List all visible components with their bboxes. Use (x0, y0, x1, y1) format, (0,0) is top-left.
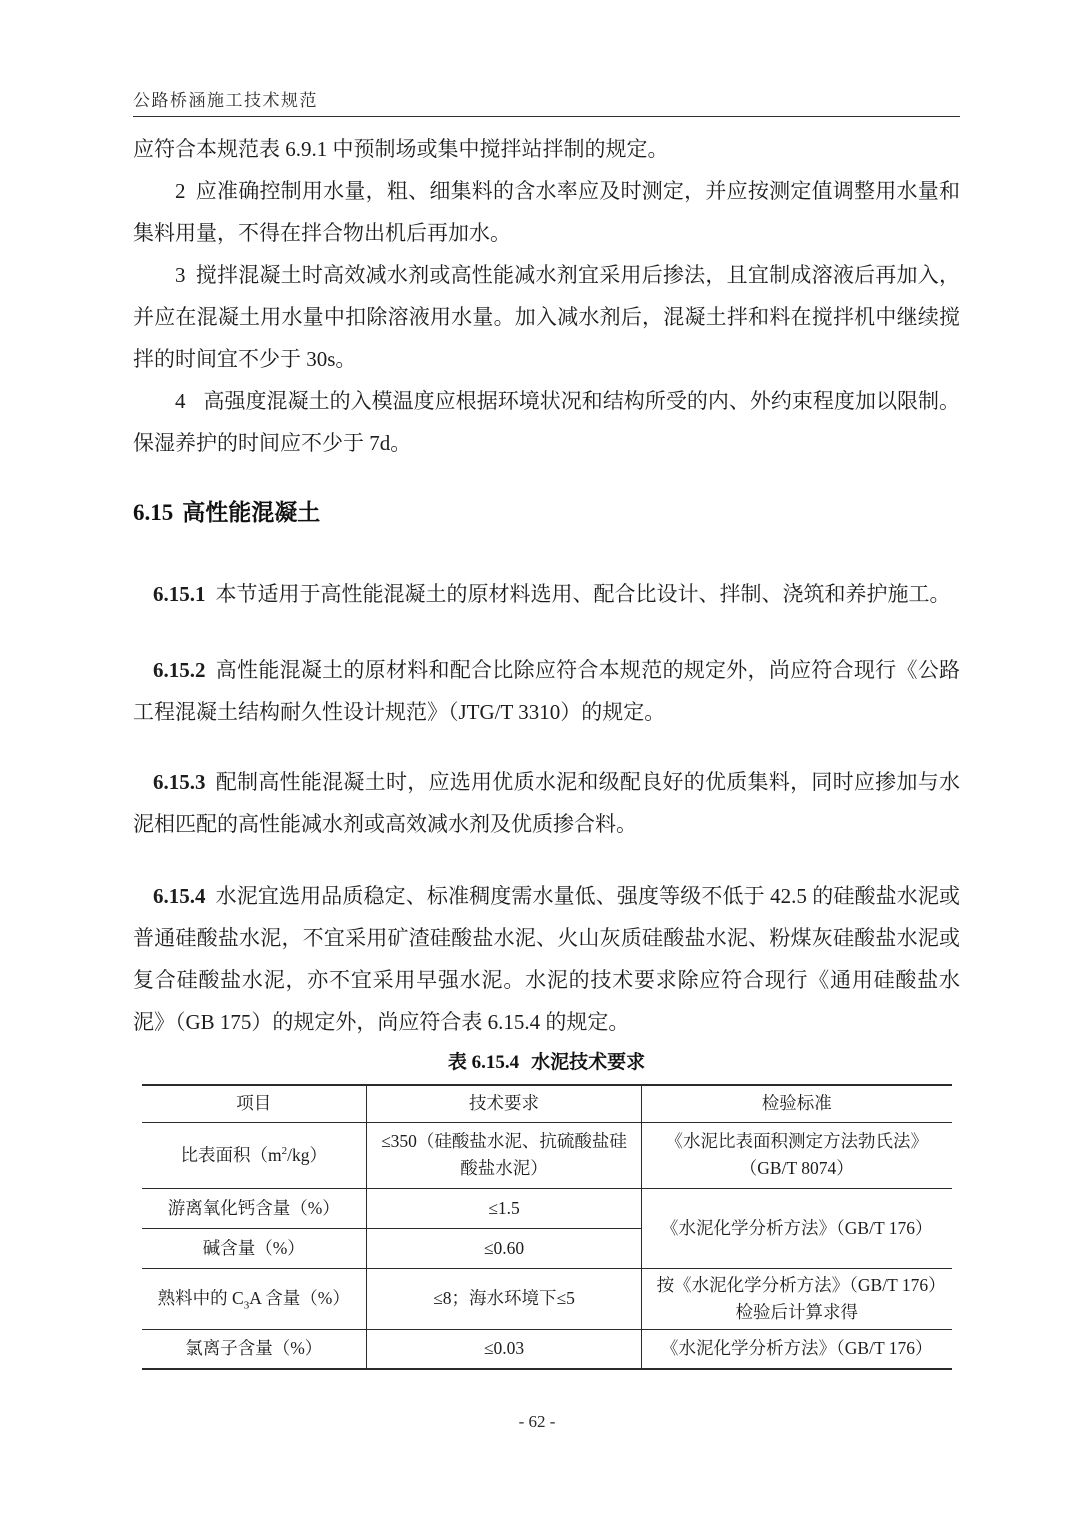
table-header-row (142, 1085, 952, 1122)
section-number: 6.15 (133, 500, 174, 525)
section-title: 高性能混凝土 (182, 499, 321, 525)
list-item-text: 高强度混凝土的入模温度应根据环境状况和结构所受的内、外约束程度加以限制。保湿养护的时间应不少于 7d。 (133, 389, 960, 455)
list-item-text: 搅拌混凝土时高效减水剂或高性能减水剂宜采用后掺法，且宜制成溶液后再加入，并应在混凝土用水量中扣除溶液用水量。加入减水剂后，混凝土拌和料在搅拌机中继续搅拌的时间宜不少于 30s。 (133, 263, 960, 371)
table-row (142, 1268, 952, 1329)
item-cell: 熟料中的 $C_3A$ 含量（%） (142, 1268, 367, 1329)
clause-text: 本节适用于高性能混凝土的原材料选用、配合比设计、拌制、浇筑和养护施工。 (215, 582, 951, 606)
cement-requirements-table (142, 1084, 952, 1370)
list-item-4 (133, 380, 960, 464)
list-item-number: 3 (175, 263, 186, 287)
requirement-cell: ≤0.03 (367, 1329, 642, 1369)
clause-text: 高性能混凝土的原材料和配合比除应符合本规范的规定外，尚应符合现行《公路工程混凝土结构耐久性设计规范》（JTG/T 3310）的规定。 (133, 658, 960, 724)
clause-text: 水泥宜选用品质稳定、标准稠度需水量低、强度等级不低于 42.5 的硅酸盐水泥或普通硅酸盐水泥，不宜采用矿渣硅酸盐水泥、火山灰质硅酸盐水泥、粉煤灰硅酸盐水泥或复合硅酸盐水泥，亦不宜采用早强水泥。水泥的技术要求除应符合现行《通用硅酸盐水泥》（GB 175）的规定外，尚应符合表 6.15.4 的规定。 (133, 884, 960, 1034)
table-row (142, 1122, 952, 1188)
subscript: 3 (243, 1299, 250, 1312)
list-item-2 (133, 170, 960, 254)
paragraph-text: 应符合本规范表 6.9.1 中预制场或集中搅拌站拌制的规定。 (133, 137, 669, 161)
superscript: 2 (281, 1144, 288, 1157)
table-caption (133, 1047, 960, 1074)
clause-6-15-1 (133, 573, 960, 615)
item-cell: 氯离子含量（%） (142, 1329, 367, 1369)
clause-6-15-3 (133, 761, 960, 845)
requirement-cell: ≤350（硅酸盐水泥、抗硫酸盐硅酸盐水泥） (367, 1122, 642, 1188)
clause-number: 6.15.4 (153, 884, 206, 908)
header-item: 项目 (142, 1085, 367, 1122)
list-item-number: 4 (175, 389, 186, 413)
table-caption-number: 表 6.15.4 (447, 1052, 520, 1073)
paragraph-continuation (133, 128, 960, 170)
item-cell: 比表面积$(m^2/kg)$ (142, 1122, 367, 1188)
header-requirement: 技术要求 (367, 1085, 642, 1122)
standard-cell-merged: 《水泥化学分析方法》（GB/T 176） (642, 1188, 952, 1268)
item-cell: 碱含量（%） (142, 1228, 367, 1268)
header-standard: 检验标准 (642, 1085, 952, 1122)
clause-number: 6.15.3 (153, 770, 206, 794)
running-header-title: 公路桥涵施工技术规范 (133, 91, 318, 110)
list-item-number: 2 (175, 179, 186, 203)
running-header (133, 86, 960, 117)
page-content (133, 128, 960, 1370)
requirement-cell: ≤8；海水环境下≤5 (367, 1268, 642, 1329)
table-row (142, 1188, 952, 1228)
section-heading (133, 494, 960, 527)
standard-cell: 《水泥比表面积测定方法勃氏法》（GB/T 8074） (642, 1122, 952, 1188)
standard-cell: 按《水泥化学分析方法》（GB/T 176）检验后计算求得 (642, 1268, 952, 1329)
requirement-cell: ≤0.60 (367, 1228, 642, 1268)
clause-6-15-2 (133, 649, 960, 733)
clause-text: 配制高性能混凝土时，应选用优质水泥和级配良好的优质集料，同时应掺加与水泥相匹配的高性能减水剂或高效减水剂及优质掺合料。 (133, 770, 960, 836)
item-cell: 游离氧化钙含量（%） (142, 1188, 367, 1228)
clause-number: 6.15.1 (153, 582, 206, 606)
page-number: - 62 - (518, 1412, 556, 1431)
requirement-cell: ≤1.5 (367, 1188, 642, 1228)
clause-6-15-4 (133, 875, 960, 1043)
list-item-3 (133, 254, 960, 380)
table-caption-title: 水泥技术要求 (531, 1052, 646, 1073)
standard-cell: 《水泥化学分析方法》（GB/T 176） (642, 1329, 952, 1369)
table-row (142, 1329, 952, 1369)
list-item-text: 应准确控制用水量，粗、细集料的含水率应及时测定，并应按测定值调整用水量和集料用量，不得在拌合物出机后再加水。 (133, 179, 960, 245)
clause-number: 6.15.2 (153, 658, 206, 682)
